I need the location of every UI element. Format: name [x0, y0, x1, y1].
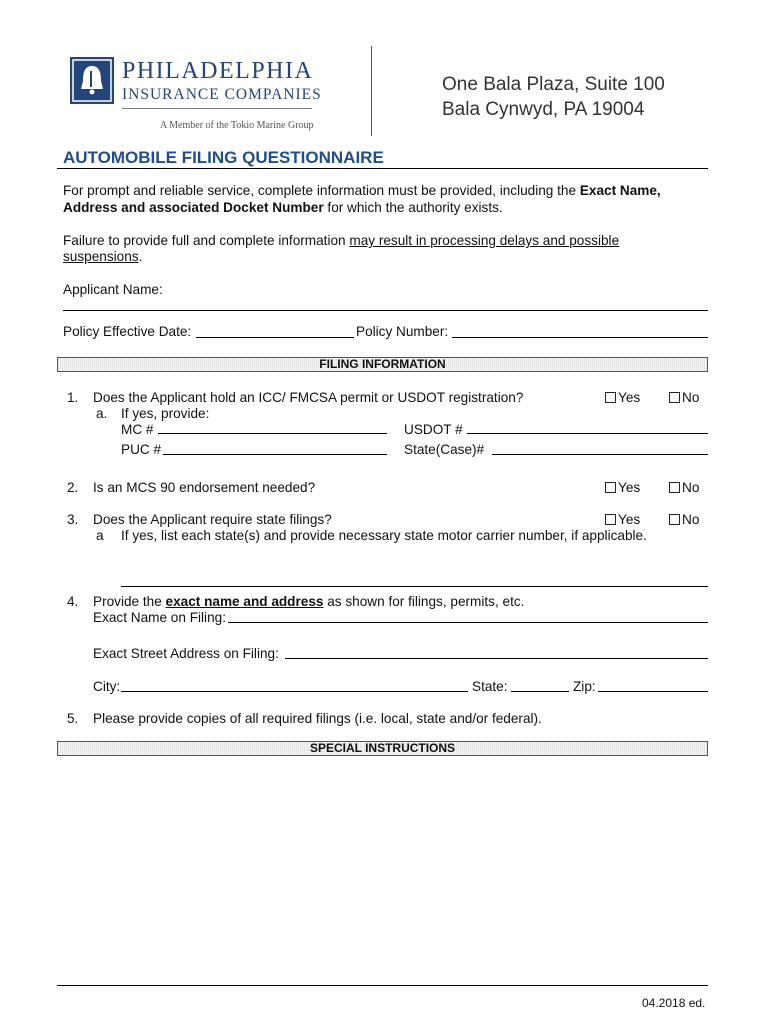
street-address-label: Exact Street Address on Filing:	[93, 646, 279, 661]
footer-rule	[57, 985, 708, 986]
exact-name-label: Exact Name on Filing:	[93, 610, 226, 625]
intro-paragraph-2: Failure to provide full and complete information may result in processing delays and possible	[63, 233, 620, 248]
zip-label: Zip:	[573, 679, 596, 694]
mc-label: MC #	[121, 422, 154, 437]
q2-text: Is an MCS 90 endorsement needed?	[93, 480, 316, 495]
state-case-label: State(Case)#	[404, 442, 485, 457]
edition-label: 04.2018 ed.	[642, 996, 706, 1010]
checkbox-icon	[669, 482, 680, 493]
usdot-field[interactable]	[467, 433, 708, 434]
q3-text: Does the Applicant require state filings?	[93, 512, 332, 527]
q3-no-checkbox[interactable]: No	[669, 512, 699, 527]
city-label: City:	[93, 679, 121, 694]
q2-yes-checkbox[interactable]: Yes	[605, 480, 640, 495]
logo-member-text: A Member of the Tokio Marine Group	[160, 120, 314, 131]
logo-divider	[122, 108, 312, 109]
street-address-field[interactable]	[285, 658, 708, 659]
header-divider	[371, 46, 372, 136]
company-logo-icon	[70, 57, 114, 104]
title-underline	[57, 168, 708, 169]
filing-information-header: FILING INFORMATION	[57, 357, 708, 372]
address-line-1: One Bala Plaza, Suite 100	[442, 74, 665, 95]
usdot-label: USDOT #	[404, 422, 463, 437]
state-case-field[interactable]	[492, 454, 708, 455]
q5-text: Please provide copies of all required filings (i.e. local, state and/or federal).	[93, 711, 542, 726]
mc-field[interactable]	[158, 433, 387, 434]
checkbox-icon	[605, 392, 616, 403]
intro-paragraph-1-cont: Address and associated Docket Number for which the authority exists.	[63, 200, 503, 215]
zip-field[interactable]	[598, 691, 708, 692]
policy-number-label: Policy Number:	[356, 324, 449, 339]
q5-number: 5.	[67, 711, 79, 726]
intro-paragraph-1: For prompt and reliable service, complete information must be provided, including the Exact Name,	[63, 183, 661, 198]
checkbox-icon	[605, 514, 616, 525]
state-label: State:	[472, 679, 508, 694]
state-field[interactable]	[511, 691, 569, 692]
q3-number: 3.	[67, 512, 79, 527]
city-field[interactable]	[121, 691, 468, 692]
policy-effective-date-field[interactable]	[196, 337, 354, 338]
puc-label: PUC #	[121, 442, 162, 457]
q1-yes-checkbox[interactable]: Yes	[605, 390, 640, 405]
policy-number-field[interactable]	[452, 337, 708, 338]
address-line-2: Bala Cynwyd, PA 19004	[442, 99, 645, 120]
q4-number: 4.	[67, 594, 79, 609]
logo-name: PHILADELPHIA	[122, 58, 314, 84]
q3-sub-letter: a	[96, 528, 104, 543]
policy-effective-date-label: Policy Effective Date:	[63, 324, 192, 339]
page-title: AUTOMOBILE FILING QUESTIONNAIRE	[63, 148, 384, 167]
applicant-name-label: Applicant Name:	[63, 282, 163, 297]
q1-number: 1.	[67, 390, 79, 405]
state-filings-field[interactable]	[121, 586, 708, 587]
q1-sub-text: If yes, provide:	[121, 406, 210, 421]
puc-field[interactable]	[163, 454, 387, 455]
special-instructions-header: SPECIAL INSTRUCTIONS	[57, 741, 708, 756]
checkbox-icon	[669, 514, 680, 525]
applicant-name-field[interactable]	[63, 310, 708, 311]
q1-sub-letter: a.	[96, 406, 108, 421]
intro-paragraph-2-cont: suspensions.	[63, 249, 143, 264]
q2-no-checkbox[interactable]: No	[669, 480, 699, 495]
q3-sub-text: If yes, list each state(s) and provide necessary state motor carrier number, if applicable.	[121, 528, 647, 543]
q1-no-checkbox[interactable]: No	[669, 390, 699, 405]
q2-number: 2.	[67, 480, 79, 495]
logo-subtitle: INSURANCE COMPANIES	[122, 86, 322, 103]
checkbox-icon	[605, 482, 616, 493]
checkbox-icon	[669, 392, 680, 403]
exact-name-field[interactable]	[228, 622, 708, 623]
q4-text: Provide the exact name and address as shown for filings, permits, etc.	[93, 594, 525, 609]
q3-yes-checkbox[interactable]: Yes	[605, 512, 640, 527]
q1-text: Does the Applicant hold an ICC/ FMCSA permit or USDOT registration?	[93, 390, 524, 405]
special-instructions-area[interactable]	[57, 758, 708, 984]
